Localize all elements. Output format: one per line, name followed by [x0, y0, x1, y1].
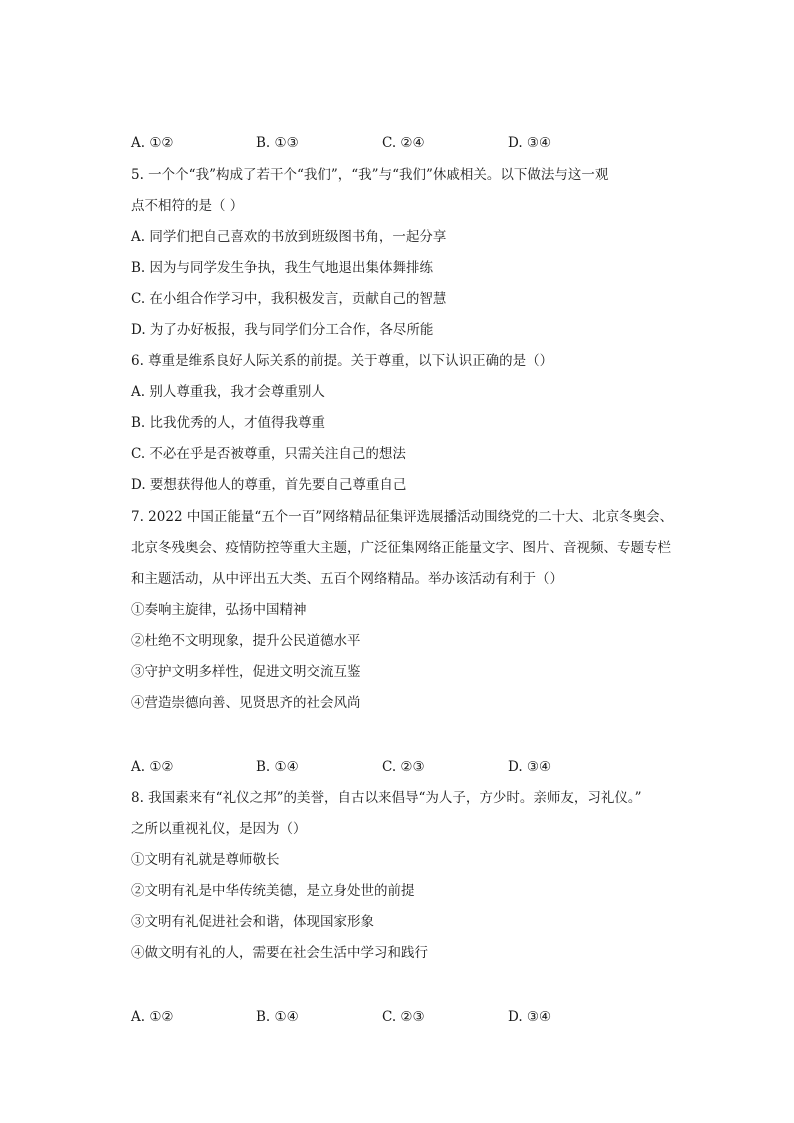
q4-option-a[interactable]: A. ①②: [131, 135, 174, 151]
q6-option-a[interactable]: A. 别人尊重我，我才会尊重别人: [131, 384, 325, 400]
q6-option-b[interactable]: B. 比我优秀的人，才值得我尊重: [131, 415, 326, 431]
q7-option-c[interactable]: C. ②③: [382, 759, 425, 775]
q7-options-row: [131, 757, 691, 777]
q4-option-b[interactable]: B. ①③: [256, 135, 299, 151]
q8-option-b[interactable]: B. ①④: [256, 1009, 299, 1025]
q6-option-d[interactable]: D. 要想获得他人的尊重，首先要自己尊重自己: [131, 477, 407, 493]
q7-item-3: ③守护文明多样性，促进文明交流互鉴: [131, 664, 361, 680]
q7-stem-line1: 7. 2022 中国正能量“五个一百”网络精品征集评选展播活动围绕党的二十大、北京冬奥会、: [131, 509, 674, 525]
q5-option-c[interactable]: C. 在小组合作学习中，我积极发言，贡献自己的智慧: [131, 291, 447, 307]
q7-option-b[interactable]: B. ①④: [256, 759, 299, 775]
q8-item-4: ④做文明有礼的人，需要在社会生活中学习和践行: [131, 945, 428, 961]
q8-item-3: ③文明有礼促进社会和谐，体现国家形象: [131, 914, 374, 930]
q8-option-d[interactable]: D. ③④: [508, 1009, 552, 1025]
q8-option-a[interactable]: A. ①②: [131, 1009, 174, 1025]
q6-stem: 6. 尊重是维系良好人际关系的前提。关于尊重，以下认识正确的是（）: [131, 353, 554, 369]
q5-option-a[interactable]: A. 同学们把自己喜欢的书放到班级图书角，一起分享: [131, 229, 447, 245]
q7-option-a[interactable]: A. ①②: [131, 759, 174, 775]
q5-option-b[interactable]: B. 因为与同学发生争执，我生气地退出集体舞排练: [131, 260, 434, 276]
q4-options-row: [131, 133, 691, 153]
q8-item-2: ②文明有礼是中华传统美德，是立身处世的前提: [131, 883, 415, 899]
q7-option-d[interactable]: D. ③④: [508, 759, 552, 775]
q7-item-4: ④营造崇德向善、见贤思齐的社会风尚: [131, 695, 361, 711]
q5-stem-line1: 5. 一个个“我”构成了若干个“我们”，“我”与“我们”休戚相关。以下做法与这一观: [131, 167, 609, 183]
q5-option-d[interactable]: D. 为了办好板报，我与同学们分工合作，各尽所能: [131, 322, 434, 338]
q5-stem-line2: 点不相符的是（ ）: [131, 198, 244, 214]
q7-item-1: ①奏响主旋律，弘扬中国精神: [131, 602, 307, 618]
q6-option-c[interactable]: C. 不必在乎是否被尊重，只需关注自己的想法: [131, 446, 406, 462]
q8-stem-line1: 8. 我国素来有“礼仪之邦”的美誉，自古以来倡导“为人子，方少时。亲师友，习礼仪。”: [131, 790, 642, 806]
q4-option-c[interactable]: C. ②④: [382, 135, 425, 151]
q4-option-d[interactable]: D. ③④: [508, 135, 552, 151]
q8-option-c[interactable]: C. ②③: [382, 1009, 425, 1025]
q8-item-1: ①文明有礼就是尊师敬长: [131, 852, 280, 868]
q8-options-row: [131, 1007, 691, 1027]
q7-item-2: ②杜绝不文明现象，提升公民道德水平: [131, 633, 361, 649]
q7-stem-line2: 北京冬残奥会、疫情防控等重大主题，广泛征集网络正能量文字、图片、音视频、专题专栏: [131, 540, 671, 556]
q8-stem-line2: 之所以重视礼仪，是因为（）: [131, 821, 307, 837]
q7-stem-line3: 和主题活动，从中评出五大类、五百个网络精品。举办该活动有利于（）: [131, 571, 563, 587]
